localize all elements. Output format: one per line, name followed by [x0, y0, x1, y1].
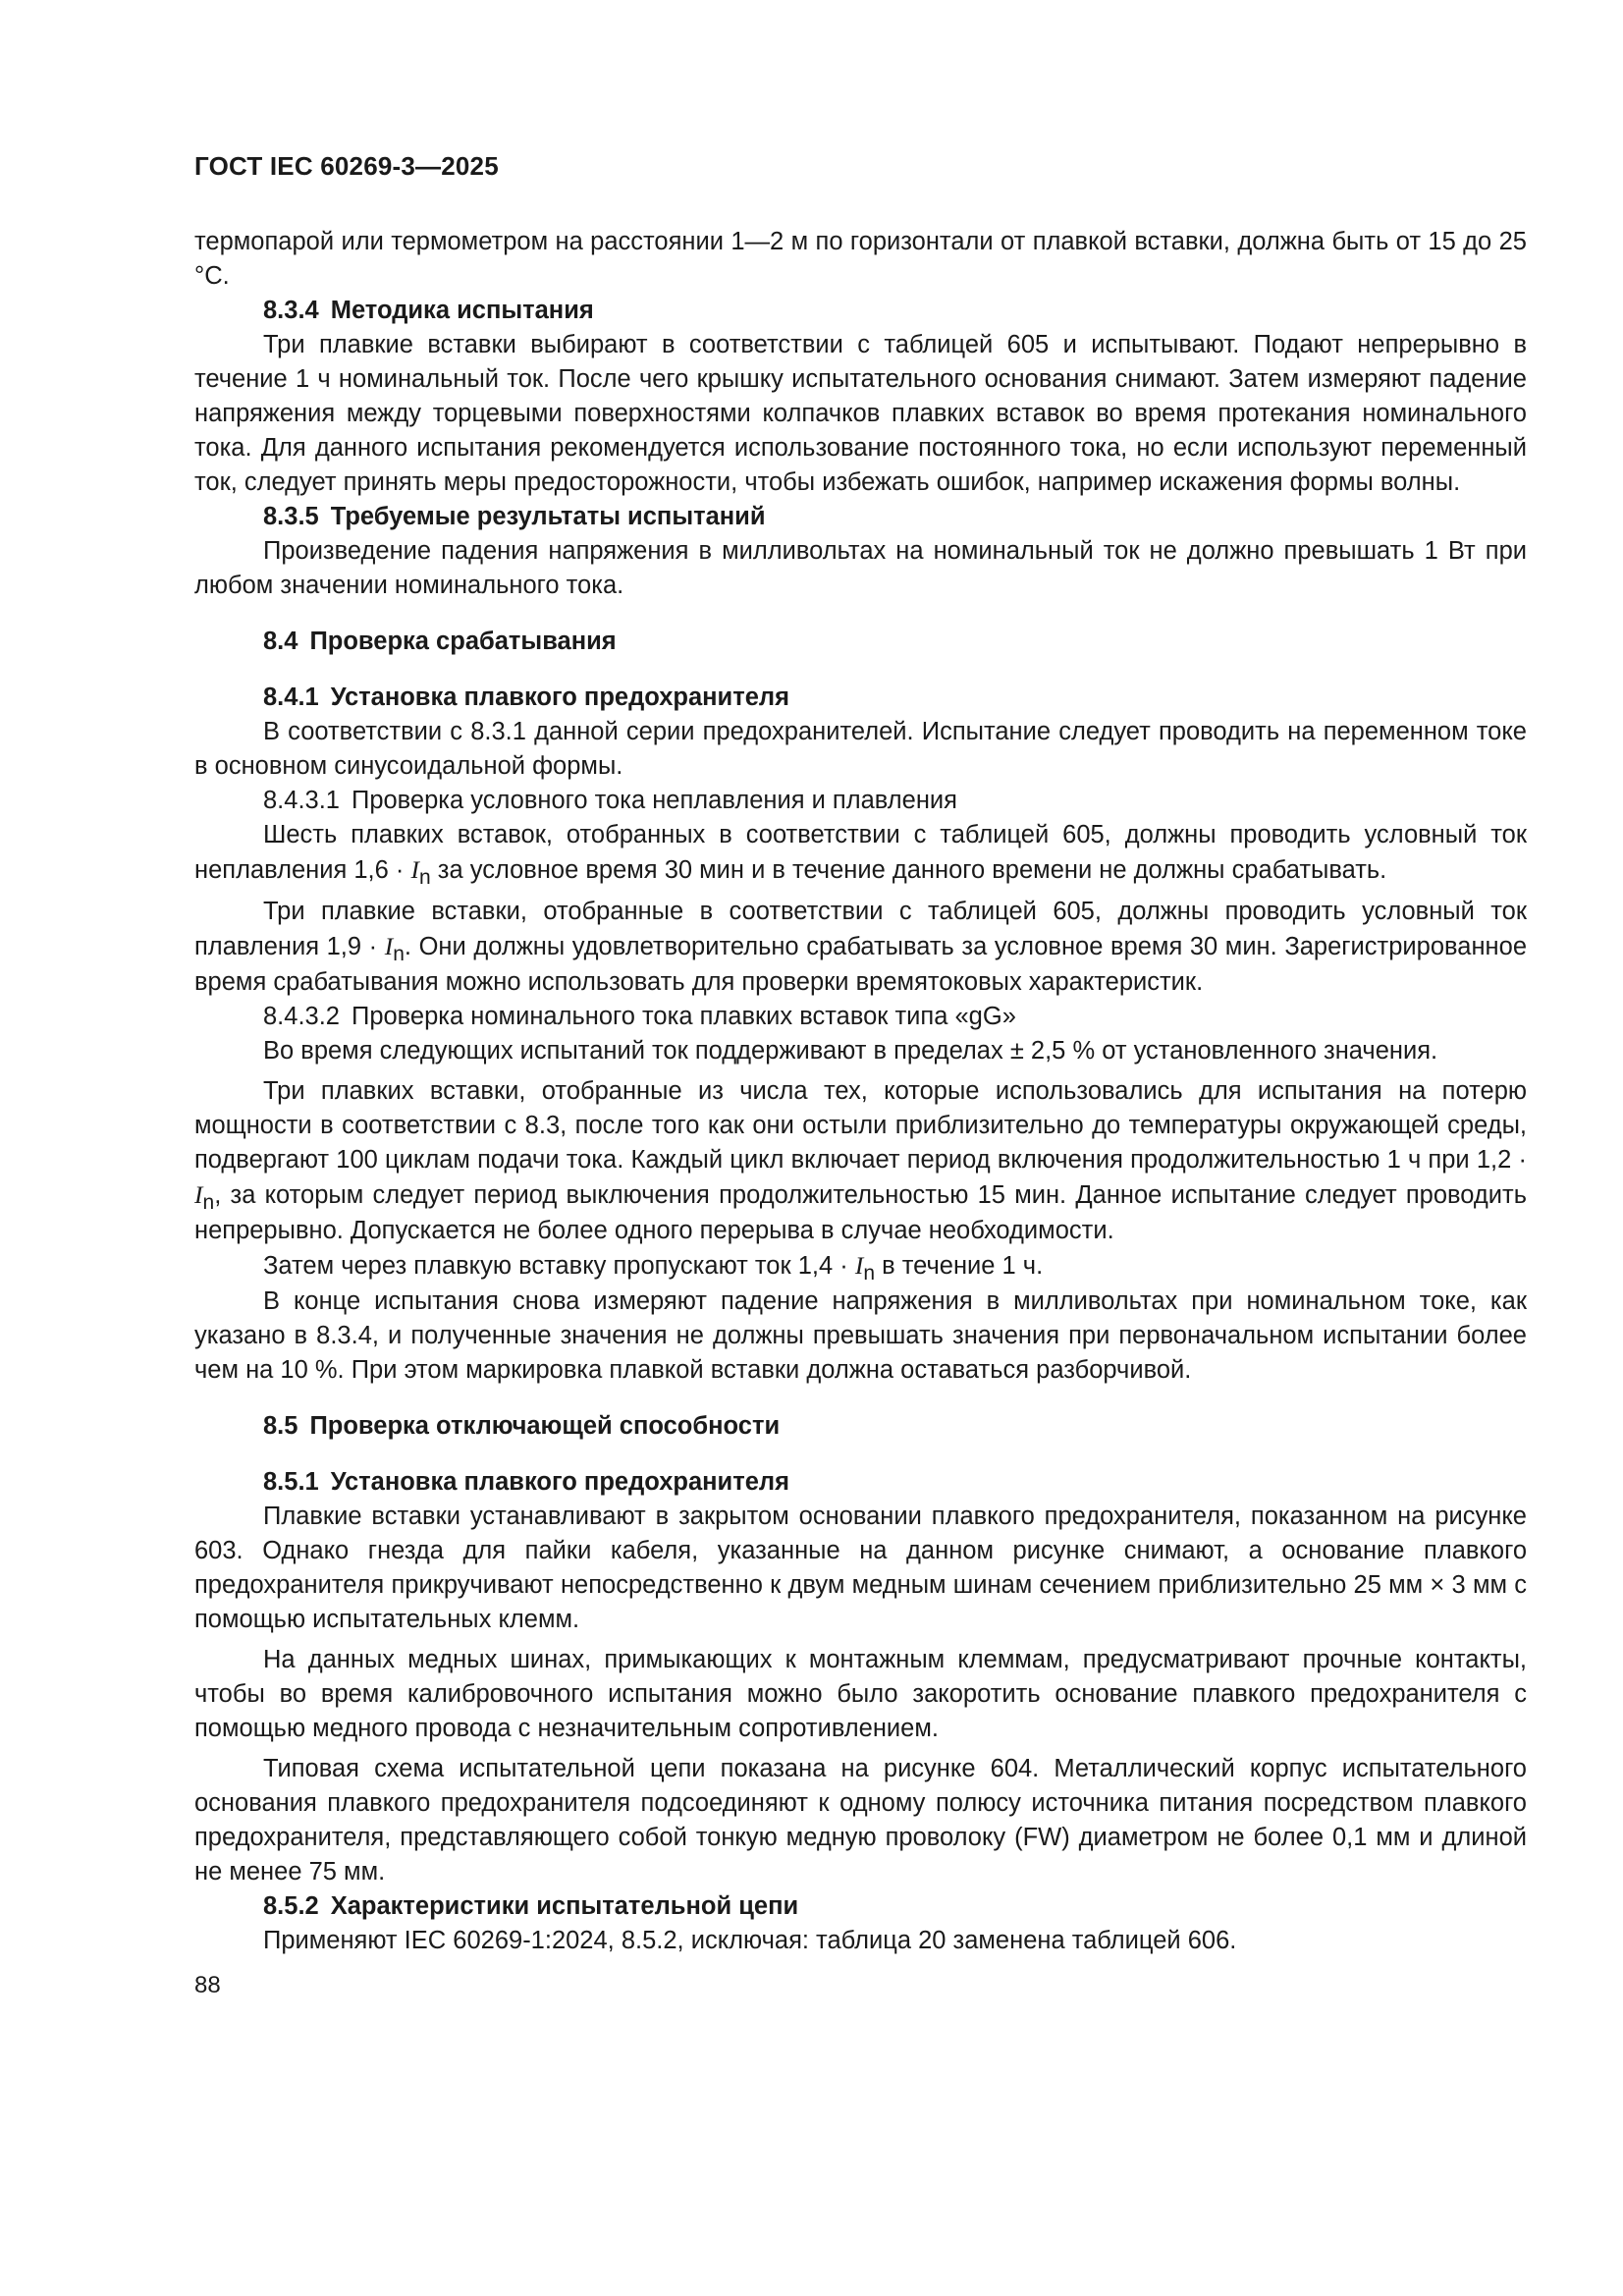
paragraph-8-4-3-1-b [194, 895, 1527, 1000]
section-number: 8.3.5 [263, 503, 319, 530]
text-segment: в течение 1 ч. [875, 1252, 1044, 1280]
section-title: Методика испытания [330, 297, 594, 324]
current-subscript: n [202, 1191, 215, 1214]
section-title: Проверка условного тока неплавления и плавления [351, 787, 957, 814]
text-segment: Три плавких вставки, отобранные из числа тех, которые использовались для испытания на потерю мощности в соответствии с 8.3, после того как они остыли приблизительно до температуры окружающей среды, подвергают 100 циклам подачи тока. Каждый цикл включает период включения продолжительностью 1 ч при 1,2 · [194, 1077, 1527, 1174]
current-subscript: n [419, 866, 431, 889]
heading-8-3-4 [194, 294, 1527, 328]
section-number: 8.5.1 [263, 1468, 319, 1496]
section-number: 8.5 [263, 1412, 298, 1440]
section-title: Проверка номинального тока плавких вставок типа «gG» [351, 1003, 1016, 1030]
section-title: Установка плавкого предохранителя [330, 683, 789, 711]
heading-8-5-1 [194, 1465, 1527, 1500]
section-number: 8.4.1 [263, 683, 319, 711]
page-number: 88 [194, 1972, 221, 1998]
text-segment: Три плавкие вставки, отобранные в соответствии с таблицей 605, должны проводить условный ток плавления 1,9 · [194, 898, 1527, 960]
paragraph-8-5-2: Применяют IEC 60269-1:2024, 8.5.2, исключая: таблица 20 заменена таблицей 606. [263, 1927, 1237, 1954]
text-segment: Затем через плавкую вставку пропускают ток 1,4 · [263, 1252, 855, 1280]
paragraph-8-5-1-b: На данных медных шинах, примыкающих к монтажным клеммам, предусматривают прочные контакты, чтобы во время калибровочного испытания можно было закоротить основание плавкого предохранителя с помощью медного провода с незначительным сопротивлением. [194, 1646, 1527, 1742]
section-number: 8.4 [263, 628, 298, 655]
text-segment: , за которым следует период выключения продолжительностью 15 мин. Данное испытание следует проводить непрерывно. Допускается не более одного перерыва в случае необходимости. [194, 1181, 1527, 1244]
heading-8-5-2 [194, 1889, 1527, 1924]
current-subscript: n [393, 943, 405, 965]
paragraph-intro: термопарой или термометром на расстоянии 1—2 м по горизонтали от плавкой вставки, должна быть от 15 до 25 °С. [194, 228, 1527, 290]
section-number: 8.3.4 [263, 297, 319, 324]
heading-8-5 [194, 1409, 1527, 1444]
text-segment: . Они должны удовлетворительно срабатывать за условное время 30 мин. Зарегистрированное время срабатывания можно использовать для проверки времятоковых характеристик. [194, 933, 1527, 996]
text-segment: за условное время 30 мин и в течение данного времени не должны срабатывать. [430, 856, 1387, 884]
paragraph-8-5-1-a: Плавкие вставки устанавливают в закрытом основании плавкого предохранителя, показанном на рисунке 603. Однако гнезда для пайки кабеля, указанные на данном рисунке снимают, а основание плавкого предохранителя прикручивают непосредственно к двум медным шинам сечением приблизительно 25 мм × 3 мм с помощью испытательных клемм. [194, 1503, 1527, 1633]
current-symbol: I [410, 855, 419, 884]
paragraph-8-4-3-2-d: В конце испытания снова измеряют падение напряжения в милливольтах при номинальном токе, как указано в 8.3.4, и полученные значения не должны превышать значения при первоначальном испытании более чем на 10 %. При этом маркировка плавкой вставки должна оставаться разборчивой. [194, 1287, 1527, 1384]
paragraph-8-4-3-2-c [194, 1248, 1527, 1285]
paragraph-8-4-3-2-a: Во время следующих испытаний ток поддерживают в пределах ± 2,5 % от установленного значения. [263, 1037, 1438, 1065]
heading-8-4-3-2 [194, 1000, 1527, 1034]
section-title: Проверка срабатывания [309, 628, 617, 655]
section-title: Характеристики испытательной цепи [330, 1892, 799, 1920]
section-title: Проверка отключающей способности [309, 1412, 781, 1440]
section-number: 8.4.3.2 [263, 1003, 340, 1030]
current-symbol: I [854, 1251, 864, 1280]
paragraph-8-5-1-c: Типовая схема испытательной цепи показана на рисунке 604. Металлический корпус испытательного основания плавкого предохранителя подсоединяют к одному полюсу источника питания посредством плавкого предохранителя, представляющего собой тонкую медную проволоку (FW) диаметром не более 0,1 мм и длиной не менее 75 мм. [194, 1755, 1527, 1886]
document-header: ГОСТ IEC 60269-3—2025 [194, 151, 499, 181]
paragraph-8-3-5: Произведение падения напряжения в милливольтах на номинальный ток не должно превышать 1 Вт при любом значении номинального тока. [194, 537, 1527, 599]
heading-8-4-3-1 [194, 784, 1527, 818]
section-number: 8.4.3.1 [263, 787, 340, 814]
document-page [194, 149, 1527, 2002]
section-number: 8.5.2 [263, 1892, 319, 1920]
paragraph-8-4-1: В соответствии с 8.3.1 данной серии предохранителей. Испытание следует проводить на переменном токе в основном синусоидальной формы. [194, 718, 1527, 780]
paragraph-8-3-4: Три плавкие вставки выбирают в соответствии с таблицей 605 и испытывают. Подают непрерывно в течение 1 ч номинальный ток. После чего крышку испытательного основания снимают. Затем измеряют падение напряжения между торцевыми поверхностями колпачков плавких вставок во время протекания номинального тока. Для данного испытания рекомендуется использование постоянного тока, но если используют переменный ток, следует принять меры предосторожности, чтобы избежать ошибок, например искажения формы волны. [194, 331, 1527, 496]
text-segment: Шесть плавких вставок, отобранных в соответствии с таблицей 605, должны проводить условный ток неплавления 1,6 · [194, 821, 1527, 884]
current-subscript: n [863, 1262, 876, 1285]
section-title: Установка плавкого предохранителя [330, 1468, 789, 1496]
current-symbol: I [194, 1180, 203, 1209]
section-title: Требуемые результаты испытаний [330, 503, 766, 530]
heading-8-4-1 [194, 681, 1527, 715]
heading-8-3-5 [194, 500, 1527, 534]
paragraph-8-4-3-1-a [194, 818, 1527, 889]
heading-8-4 [194, 625, 1527, 659]
current-symbol: I [384, 932, 394, 960]
paragraph-8-4-3-2-b [194, 1074, 1527, 1248]
